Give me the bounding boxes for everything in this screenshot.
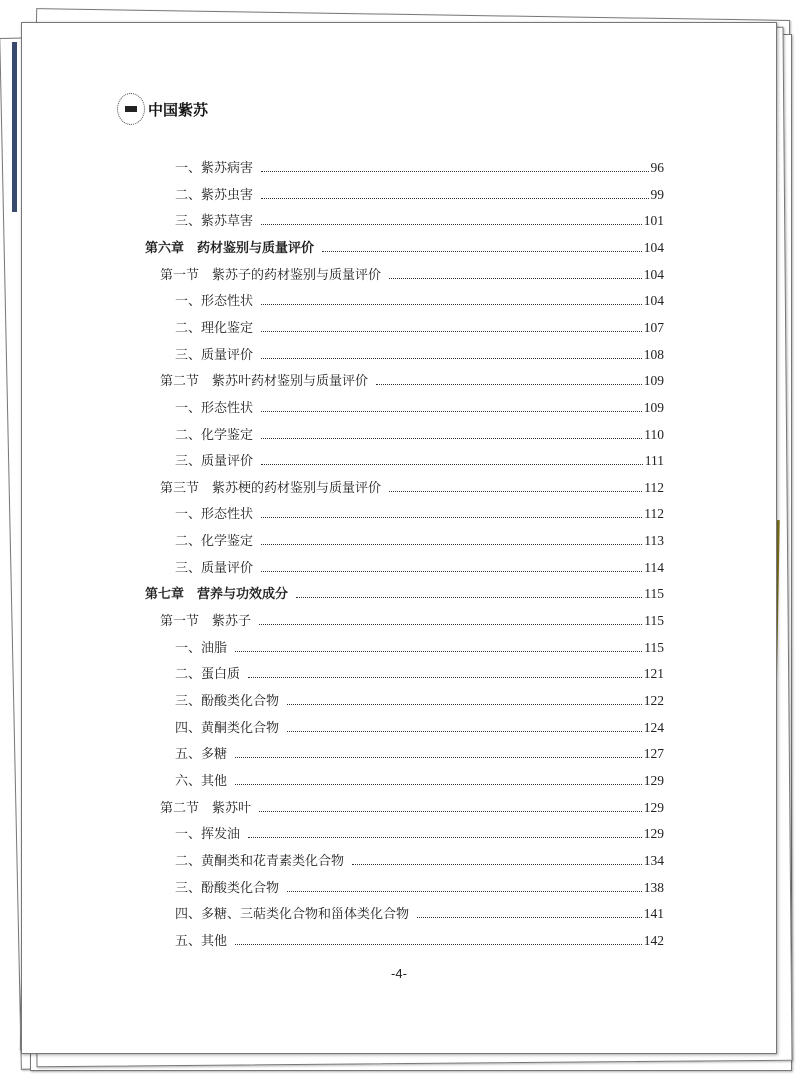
toc-item[interactable] — [175, 637, 664, 659]
document-page — [21, 22, 777, 1054]
toc-title: 二、黄酮类和花青素类化合物 — [175, 853, 345, 869]
toc-item[interactable] — [175, 530, 664, 552]
leader-dots — [389, 277, 642, 279]
toc-item[interactable] — [175, 663, 664, 685]
toc-page: 109 — [643, 399, 664, 415]
toc-title: 一、形态性状 — [175, 400, 254, 416]
cover-edge — [12, 42, 17, 212]
page-number: -4- — [391, 966, 407, 981]
toc-item[interactable] — [175, 557, 664, 579]
leader-dots — [389, 490, 642, 492]
toc-title: 第七章 营养与功效成分 — [145, 587, 289, 603]
leader-dots — [261, 330, 642, 332]
toc-item[interactable] — [175, 930, 664, 952]
emblem-icon — [117, 93, 145, 125]
toc-page: 124 — [643, 719, 664, 735]
toc-title: 四、多糖、三萜类化合物和甾体类化合物 — [175, 907, 410, 923]
toc-page: 142 — [643, 932, 664, 948]
leader-dots — [261, 516, 642, 518]
leader-dots — [261, 410, 642, 412]
toc-item[interactable] — [175, 210, 664, 232]
leader-dots — [235, 756, 642, 758]
leader-dots — [261, 197, 648, 199]
leader-dots — [235, 943, 642, 945]
toc-title: 第三节 紫苏梗的药材鉴别与质量评价 — [160, 480, 382, 496]
toc-item[interactable] — [175, 157, 664, 179]
toc-page: 112 — [644, 506, 664, 522]
toc-item[interactable] — [175, 903, 664, 925]
toc-title: 三、质量评价 — [175, 454, 254, 470]
leader-dots — [287, 730, 642, 732]
toc-title: 三、质量评价 — [175, 347, 254, 363]
toc-page: 104 — [643, 293, 664, 309]
toc-chapter[interactable] — [145, 583, 664, 605]
leader-dots — [376, 383, 642, 385]
toc-page: 109 — [643, 373, 664, 389]
toc-page: 108 — [643, 346, 664, 362]
toc-item[interactable] — [175, 877, 664, 899]
toc-section[interactable] — [160, 264, 664, 286]
toc-page: 111 — [644, 453, 664, 469]
leader-dots — [352, 863, 642, 865]
toc-title: 三、酚酸类化合物 — [175, 694, 280, 709]
toc-title: 第六章 药材鉴别与质量评价 — [145, 240, 315, 256]
leader-dots — [259, 623, 642, 625]
toc-section[interactable] — [160, 370, 664, 392]
toc-page: 107 — [643, 319, 664, 335]
toc-item[interactable] — [175, 184, 664, 206]
toc-item[interactable] — [175, 317, 664, 339]
leader-dots — [261, 223, 642, 225]
leader-dots — [261, 570, 642, 572]
toc-title: 二、化学鉴定 — [175, 427, 254, 443]
toc-page: 110 — [644, 426, 664, 442]
toc-page: 141 — [643, 906, 664, 922]
toc-item[interactable] — [175, 450, 664, 472]
toc-item[interactable] — [175, 290, 664, 312]
toc-page: 101 — [643, 213, 664, 229]
leader-dots — [261, 543, 642, 545]
toc-title: 三、质量评价 — [175, 560, 254, 576]
toc-section[interactable] — [160, 477, 664, 499]
toc-page: 113 — [644, 533, 664, 549]
toc-title: 一、油脂 — [175, 640, 228, 656]
toc-page: 129 — [643, 799, 664, 815]
leader-dots — [235, 650, 642, 652]
toc-page: 127 — [643, 746, 664, 762]
toc-title: 三、酚酸类化合物 — [175, 880, 280, 896]
toc-page: 122 — [643, 693, 664, 708]
toc-page: 115 — [644, 613, 664, 629]
toc-page: 121 — [643, 666, 664, 682]
book-logo — [117, 93, 208, 125]
leader-dots — [261, 463, 643, 465]
toc-title: 二、蛋白质 — [175, 667, 241, 683]
toc-page: 115 — [644, 586, 664, 602]
toc-title: 第一节 紫苏子 — [160, 614, 252, 630]
toc-page: 129 — [643, 772, 664, 788]
leader-dots — [261, 170, 648, 172]
toc-title: 二、化学鉴定 — [175, 534, 254, 550]
toc-title: 第一节 紫苏子的药材鉴别与质量评价 — [160, 267, 382, 283]
toc-item[interactable] — [175, 503, 664, 525]
toc-title: 一、挥发油 — [175, 827, 241, 843]
toc-item[interactable] — [175, 690, 664, 712]
leader-dots — [261, 437, 642, 439]
toc-title: 一、形态性状 — [175, 507, 254, 523]
toc-title: 五、其他 — [175, 933, 228, 949]
toc-title: 一、形态性状 — [175, 294, 254, 310]
toc-page: 134 — [643, 852, 664, 868]
leader-dots — [296, 596, 642, 598]
leader-dots — [261, 357, 642, 359]
leader-dots — [261, 303, 642, 305]
leader-dots — [235, 783, 642, 785]
leader-dots — [287, 890, 642, 892]
leader-dots — [248, 676, 642, 678]
leader-dots — [322, 250, 642, 252]
toc-page: 129 — [643, 826, 664, 842]
toc-page: 138 — [643, 879, 664, 895]
toc-chapter[interactable] — [145, 237, 664, 259]
toc-title: 四、黄酮类化合物 — [175, 720, 280, 736]
toc-section[interactable] — [160, 610, 664, 632]
toc-page: 104 — [643, 239, 664, 255]
toc-page: 99 — [650, 186, 664, 202]
toc-item[interactable] — [175, 424, 664, 446]
toc-page: 115 — [644, 639, 664, 655]
toc-item[interactable] — [175, 397, 664, 419]
logo-text: 中国紫苏 — [148, 100, 209, 119]
toc-page: 112 — [644, 479, 664, 495]
toc-section[interactable] — [160, 797, 664, 819]
toc-page: 104 — [643, 266, 664, 282]
toc-title: 六、其他 — [175, 773, 228, 789]
toc-item[interactable] — [175, 344, 664, 366]
toc-title: 五、多糖 — [175, 747, 228, 763]
toc-title: 二、紫苏虫害 — [175, 187, 254, 203]
toc-item[interactable] — [175, 743, 664, 765]
toc-item[interactable] — [175, 770, 664, 792]
leader-dots — [259, 810, 642, 812]
toc-page: 96 — [650, 160, 664, 175]
toc-title: 第二节 紫苏叶 — [160, 800, 252, 816]
toc-page: 114 — [644, 559, 664, 575]
toc-title: 三、紫苏草害 — [175, 214, 254, 230]
toc-item[interactable] — [175, 823, 664, 845]
leader-dots — [417, 916, 642, 918]
leader-dots — [248, 836, 642, 838]
leader-dots — [287, 703, 642, 705]
toc-item[interactable] — [175, 717, 664, 739]
toc-item[interactable] — [175, 850, 664, 872]
toc-title: 一、紫苏病害 — [175, 161, 254, 176]
toc-title: 第二节 紫苏叶药材鉴别与质量评价 — [160, 374, 369, 390]
toc-title: 二、理化鉴定 — [175, 320, 254, 336]
